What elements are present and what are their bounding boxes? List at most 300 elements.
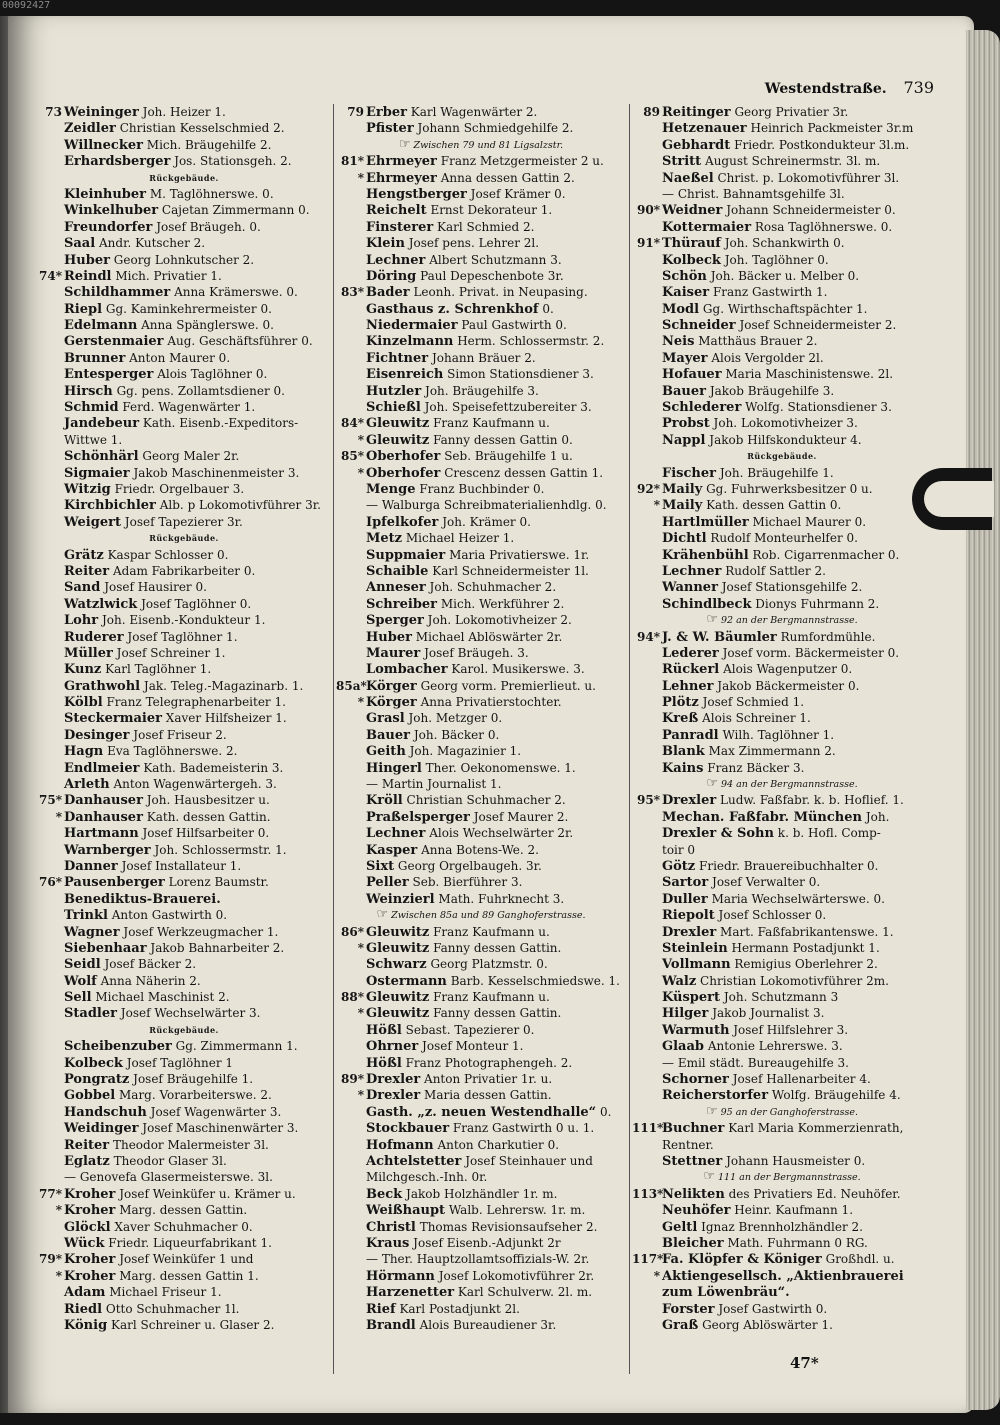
directory-entry: [34, 1071, 334, 1087]
resident-details: Anton Charkutier 0.: [437, 1137, 560, 1152]
resident-name: Grathwohl: [64, 678, 141, 694]
resident-name: Siebenhaar: [64, 940, 147, 956]
directory-entry: [632, 1251, 932, 1267]
directory-entry: [34, 481, 334, 497]
directory-entry: [34, 710, 334, 726]
resident-details: Josef Monteur 1.: [422, 1039, 524, 1054]
resident-name: Kottermaier: [662, 219, 752, 235]
house-number: 79*: [39, 1252, 62, 1267]
resident-name: Suppmaier: [366, 547, 446, 563]
resident-details: Georg Platzmstr. 0.: [430, 957, 548, 972]
directory-entry: [336, 661, 626, 677]
resident-name: Watzlwick: [64, 596, 138, 612]
resident-details: Theodor Glaser 3l.: [113, 1154, 227, 1168]
resident-details: Georg Orgelbaugeh. 3r.: [397, 858, 542, 873]
resident-name: Entesperger: [64, 367, 154, 383]
resident-name: Schönhärl: [64, 449, 139, 465]
resident-details: Eva Taglöhnerswe. 2.: [107, 744, 238, 759]
resident-name: Drexler: [662, 793, 717, 809]
pointing-hand-icon: ☞: [376, 907, 389, 923]
resident-name: Endlmeier: [64, 760, 140, 776]
directory-entry: [632, 989, 932, 1005]
resident-details: Josef Stationsgehilfe 2.: [721, 580, 863, 595]
resident-details: Hermann Postadjunkt 1.: [731, 940, 880, 955]
resident-name: Schön: [662, 268, 707, 284]
resident-name: Bauer: [366, 727, 410, 743]
resident-name: Naeßel: [662, 170, 714, 186]
resident-name: Stockbauer: [366, 1121, 450, 1137]
directory-entry: [632, 563, 932, 579]
directory-entry: [632, 924, 932, 940]
directory-entry: [34, 678, 334, 694]
column-right: [632, 104, 932, 1333]
resident-details: Anna Privatierstochter.: [420, 695, 562, 710]
resident-name: Kinzelmann: [366, 334, 454, 350]
resident-details: Josef Maurer 2.: [473, 809, 569, 824]
resident-name: Hingerl: [366, 760, 422, 776]
directory-entry: [632, 301, 932, 317]
resident-name: Kirchbichler: [64, 498, 156, 514]
resident-details: Ferd. Wagenwärter 1.: [122, 400, 256, 415]
resident-details: Karl Maria Kommerzienrath,: [728, 1121, 904, 1136]
resident-name: Hetzenauer: [662, 121, 747, 137]
resident-name: Probst: [662, 416, 710, 432]
directory-entry: [34, 760, 334, 776]
directory-entry: [632, 1071, 932, 1087]
resident-name: Küspert: [662, 990, 720, 1006]
resident-name: Kraus: [366, 1235, 410, 1251]
resident-details: Joh. Schutzmann 3: [723, 990, 839, 1005]
directory-entry: [34, 547, 334, 563]
directory-entry: [336, 792, 626, 808]
resident-details: Karl Schreiner u. Glaser 2.: [111, 1317, 275, 1332]
resident-details: Fanny dessen Gattin 0.: [433, 432, 573, 447]
directory-entry: [632, 465, 932, 481]
resident-name: Kleinhuber: [64, 186, 147, 202]
directory-entry: [336, 973, 626, 989]
directory-entry: [34, 1055, 334, 1071]
resident-details: Gg. Kaminkehrermeister 0.: [105, 301, 272, 316]
resident-details: Kath. dessen Gattin 0.: [706, 498, 842, 513]
directory-entry: [336, 760, 626, 776]
resident-details: Joh.: [865, 809, 890, 824]
directory-entry: [336, 694, 626, 710]
resident-details: Karl Postadjunkt 2l.: [399, 1301, 520, 1316]
resident-name: Weinzierl: [366, 891, 435, 907]
directory-entry: [34, 907, 334, 923]
resident-details: Mich. Werkführer 2.: [440, 596, 565, 611]
resident-details: Anton Wagenwärtergeh. 3.: [113, 777, 277, 792]
resident-details: Josef pens. Lehrer 2l.: [408, 236, 540, 251]
resident-name: Erhardsberger: [64, 154, 171, 170]
house-number: *: [55, 809, 62, 824]
resident-name: Gasth. „z. neuen Westendhalle“: [366, 1104, 597, 1120]
directory-entry: [336, 481, 626, 497]
directory-entry: [336, 1055, 626, 1071]
resident-name: Bader: [366, 285, 410, 301]
resident-details: Remigius Oberlehrer 2.: [734, 957, 878, 972]
entry-continuation: — Martin Journalist 1.: [366, 777, 502, 792]
resident-details: 0.: [542, 301, 554, 316]
resident-details: Franz Photographengeh. 2.: [405, 1055, 573, 1070]
directory-entry: [632, 1268, 932, 1284]
directory-entry: [336, 1071, 626, 1087]
directory-entry: [34, 596, 334, 612]
house-number: 85*: [341, 449, 364, 464]
directory-entry: [34, 1202, 334, 1218]
page-header: [765, 78, 934, 97]
resident-name: Ehrmeyer: [366, 154, 437, 170]
resident-details: Cajetan Zimmermann 0.: [161, 203, 310, 218]
directory-entry: [336, 596, 626, 612]
directory-entry: [336, 743, 626, 759]
house-number: *: [55, 1203, 62, 1218]
entry-continuation: Wittwe 1.: [64, 432, 123, 447]
resident-name: Neis: [662, 334, 695, 350]
rear-building-heading: Rückgebäude.: [747, 451, 817, 462]
signature-mark: 47*: [790, 1354, 819, 1372]
directory-entry: [34, 465, 334, 481]
resident-name: Maily: [662, 481, 703, 497]
resident-details: Math. Fuhrmann 0 RG.: [727, 1235, 868, 1250]
resident-details: Mich. Bräugehilfe 2.: [146, 137, 272, 152]
resident-details: Karl Schulverw. 2l. m.: [457, 1285, 593, 1300]
directory-entry: [34, 333, 334, 349]
directory-entry: [336, 219, 626, 235]
rear-building-heading: Rückgebäude.: [149, 172, 219, 183]
resident-name: Willnecker: [64, 137, 143, 153]
directory-entry: [34, 1137, 334, 1153]
resident-details: Jakob Bahnarbeiter 2.: [150, 940, 285, 955]
resident-details: Joh. Krämer 0.: [442, 514, 531, 529]
directory-entry: [336, 1038, 626, 1054]
directory-entry: [34, 1219, 334, 1235]
resident-details: Paul Depeschenbote 3r.: [420, 268, 564, 283]
resident-name: Ohrner: [366, 1039, 419, 1055]
directory-entry: [34, 874, 334, 890]
resident-name: Stettner: [662, 1154, 723, 1169]
resident-details: Karol. Musikerswe. 3.: [451, 662, 585, 677]
rear-building-heading: Rückgebäude.: [149, 533, 219, 544]
directory-entry: [632, 629, 932, 645]
resident-name: Gebhardt: [662, 137, 731, 153]
directory-entry: [34, 1120, 334, 1136]
resident-details: Maria Privatierswe. 1r.: [449, 547, 590, 562]
resident-name: Sixt: [366, 858, 395, 874]
resident-name: Schaible: [366, 563, 429, 579]
resident-name: Neuhöfer: [662, 1203, 731, 1219]
resident-name: Schneider: [662, 318, 736, 334]
resident-name: Körger: [366, 695, 417, 711]
note-text: 94 an der Bergmannstrasse.: [721, 779, 858, 791]
directory-entry: [336, 1235, 626, 1251]
resident-details: Ther. Oekonomenswe. 1.: [425, 760, 576, 775]
column-left: [34, 104, 334, 1333]
directory-entry: [34, 776, 334, 792]
house-number: *: [357, 465, 364, 480]
resident-details: Franz Bäcker 3.: [707, 760, 805, 775]
resident-details: Michael Maschinist 2.: [95, 990, 230, 1005]
resident-details: Math. Fuhrknecht 3.: [438, 891, 565, 906]
directory-entry: [34, 612, 334, 628]
resident-details: Alois Wechselwärter 2r.: [429, 826, 574, 841]
resident-name: Ipfelkofer: [366, 514, 439, 530]
directory-entry: [336, 170, 626, 186]
resident-details: Josef Tapezierer 3r.: [124, 514, 243, 529]
directory-entry: [336, 301, 626, 317]
resident-details: Anna Botens-We. 2.: [421, 842, 539, 857]
resident-name: Reicherstorfer: [662, 1088, 769, 1104]
resident-details: Christian Lokomotivführer 2m.: [700, 973, 889, 988]
directory-entry: [34, 891, 334, 907]
directory-entry: [632, 743, 932, 759]
directory-entry: [336, 235, 626, 251]
directory-entry: [34, 1153, 334, 1169]
directory-entry: [632, 497, 932, 513]
resident-name: Schießl: [366, 400, 421, 416]
resident-name: Lechner: [366, 252, 426, 268]
resident-details: Theodor Malermeister 3l.: [112, 1137, 269, 1152]
resident-name: Kröll: [366, 793, 403, 809]
directory-entry: [336, 547, 626, 563]
resident-name: Brandl: [366, 1317, 416, 1333]
directory-entry: [34, 1317, 334, 1333]
directory-entry: [336, 465, 626, 481]
directory-entry: [336, 678, 626, 694]
directory-entry: [34, 1104, 334, 1120]
resident-name: Mechan. Faßfabr. München: [662, 809, 862, 825]
resident-name: Huber: [64, 252, 110, 268]
directory-entry: [34, 514, 334, 530]
resident-details: Josef Schneidermeister 2.: [739, 318, 897, 333]
resident-details: Karl Schneidermeister 1l.: [432, 563, 589, 578]
house-number: *: [357, 1088, 364, 1103]
resident-details: Rob. Cigarrenmacher 0.: [752, 547, 900, 562]
directory-entry: [336, 1301, 626, 1317]
resident-name: Trinkl: [64, 908, 108, 924]
entry-continuation: Rentner.: [662, 1137, 714, 1152]
resident-name: Christl: [366, 1219, 416, 1235]
resident-details: Joh. Bräugehilfe 3.: [425, 383, 539, 398]
directory-entry: [34, 497, 334, 513]
directory-entry: [632, 547, 932, 563]
resident-details: M. Taglöhnerswe. 0.: [149, 186, 274, 201]
directory-entry: [336, 432, 626, 448]
resident-details: Großhdl. u.: [825, 1252, 895, 1267]
resident-details: Rosa Taglöhnerswe. 0.: [754, 219, 893, 234]
resident-details: Johann Hausmeister 0.: [726, 1154, 866, 1168]
resident-name: Anneser: [366, 580, 426, 596]
resident-details: Josef Eisenb.-Adjunkt 2r: [413, 1235, 561, 1250]
resident-name: Hößl: [366, 1022, 402, 1038]
resident-name: Edelmann: [64, 318, 138, 334]
directory-entry: [336, 858, 626, 874]
resident-details: Franz Telegraphenarbeiter 1.: [106, 695, 286, 710]
resident-details: Kaspar Schlosser 0.: [107, 547, 229, 562]
resident-name: Pausenberger: [64, 875, 165, 891]
resident-name: Kunz: [64, 662, 102, 678]
resident-details: Ignaz Brennholzhändler 2.: [701, 1219, 863, 1234]
directory-entry: [34, 973, 334, 989]
directory-entry: [336, 1202, 626, 1218]
directory-entry: [34, 1284, 334, 1300]
directory-entry: [336, 1284, 626, 1300]
resident-details: Joh. Lokomotivheizer 2.: [427, 613, 572, 628]
directory-entry: [632, 350, 932, 366]
directory-entry: [336, 399, 626, 415]
house-number: 92*: [637, 481, 660, 496]
resident-name: Benediktus-Brauerei.: [64, 891, 221, 907]
resident-details: Dionys Fuhrmann 2.: [755, 596, 880, 611]
directory-entry: [336, 284, 626, 300]
directory-entry: [336, 825, 626, 841]
resident-name: zum Löwenbräu“.: [662, 1285, 790, 1301]
resident-details: des Privatiers Ed. Neuhöfer.: [728, 1186, 901, 1201]
resident-details: Josef Hallenarbeiter 4.: [732, 1072, 871, 1087]
resident-name: Fichtner: [366, 350, 429, 366]
resident-name: Kroher: [64, 1268, 116, 1284]
resident-name: Schwarz: [366, 957, 427, 973]
resident-name: Handschuh: [64, 1104, 147, 1120]
resident-details: Joh. Lokomotivheizer 3.: [713, 416, 858, 431]
resident-name: Warmuth: [662, 1022, 730, 1038]
directory-entry: [632, 874, 932, 890]
resident-details: Joh. Speisefettzubereiter 3.: [424, 400, 592, 415]
resident-details: Mart. Faßfabrikantenswe. 1.: [720, 924, 894, 939]
directory-entry: [34, 252, 334, 268]
directory-entry: [34, 743, 334, 759]
directory-entry: [34, 137, 334, 153]
resident-details: Jakob Hilfskondukteur 4.: [709, 432, 862, 447]
resident-details: Georg Maler 2r.: [142, 449, 240, 464]
resident-name: Sperger: [366, 613, 424, 629]
resident-details: Anton Privatier 1r. u.: [424, 1072, 553, 1087]
directory-entry: [632, 202, 932, 218]
resident-details: Anna Näherin 2.: [100, 973, 201, 988]
resident-name: Kaiser: [662, 285, 710, 301]
resident-name: Hartlmüller: [662, 514, 749, 530]
directory-entry: [336, 1137, 626, 1153]
resident-details: Franz Metzgermeister 2 u.: [440, 154, 604, 169]
directory-entry: [632, 514, 932, 530]
note-text: Zwischen 85a und 89 Ganghoferstrasse.: [391, 910, 586, 922]
resident-name: Modl: [662, 301, 700, 317]
pointing-hand-icon: ☞: [706, 776, 719, 792]
entry-continuation: — Christ. Bahnamtsgehilfe 3l.: [662, 186, 845, 201]
resident-name: Hößl: [366, 1055, 402, 1071]
directory-entry: [34, 448, 334, 464]
directory-entry: [336, 202, 626, 218]
resident-details: Johann Schneidermeister 0.: [726, 203, 896, 218]
directory-entry: [632, 678, 932, 694]
resident-details: Josef Installateur 1.: [121, 858, 242, 873]
resident-name: Maurer: [366, 645, 421, 661]
resident-name: Hutzler: [366, 383, 422, 399]
directory-entry: [632, 956, 932, 972]
directory-entry: [336, 104, 626, 120]
directory-entry: [632, 1120, 932, 1136]
directory-entry: [336, 415, 626, 431]
resident-name: Nappl: [662, 432, 706, 448]
resident-name: Seidl: [64, 957, 101, 973]
house-number: 94*: [637, 629, 660, 644]
resident-details: Franz Kaufmann u.: [433, 416, 550, 431]
resident-name: Arleth: [64, 777, 110, 793]
resident-details: Josef Friseur 2.: [133, 727, 227, 742]
directory-entry: [632, 252, 932, 268]
directory-entry: [34, 792, 334, 808]
house-number: 88*: [341, 990, 364, 1005]
resident-details: Georg Ablöswärter 1.: [702, 1317, 833, 1332]
resident-name: Schindlbeck: [662, 596, 752, 612]
pointing-hand-icon: ☞: [398, 136, 411, 152]
entry-continuation: — Walburga Schreibmaterialienhdlg. 0.: [366, 498, 607, 513]
resident-name: Gleuwitz: [366, 990, 430, 1006]
resident-name: Riepolt: [662, 908, 715, 924]
directory-entry: [632, 104, 932, 120]
resident-details: Rudolf Sattler 2.: [725, 563, 826, 578]
cross-reference-note: [336, 907, 626, 923]
directory-entry: [632, 973, 932, 989]
resident-name: Schildhammer: [64, 285, 171, 301]
directory-entry: [34, 579, 334, 595]
resident-name: Steinlein: [662, 940, 728, 956]
resident-details: Karl Taglöhner 1.: [105, 662, 212, 677]
resident-details: Kath. dessen Gattin.: [146, 809, 271, 824]
directory-entry: [336, 333, 626, 349]
directory-entry: [336, 1186, 626, 1202]
resident-name: Harzenetter: [366, 1285, 455, 1301]
resident-name: Fischer: [662, 465, 716, 481]
directory-entry: [336, 1317, 626, 1333]
directory-entry: [632, 760, 932, 776]
directory-entry: [632, 579, 932, 595]
directory-entry: [34, 1251, 334, 1267]
resident-name: Hofauer: [662, 367, 722, 383]
resident-name: Huber: [366, 629, 412, 645]
directory-entry: [632, 1202, 932, 1218]
directory-entry: [336, 874, 626, 890]
scan-id: 00092427: [2, 0, 51, 11]
resident-details: Josef Bräugeh. 3.: [424, 645, 529, 660]
resident-details: Georg vorm. Premierlieut. u.: [420, 678, 596, 693]
resident-details: Rumfordmühle.: [780, 629, 876, 644]
note-text: 95 an der Ganghoferstrasse.: [720, 1106, 859, 1118]
resident-name: Warnberger: [64, 842, 151, 858]
resident-name: J. & W. Bäumler: [662, 629, 777, 645]
directory-entry: [632, 661, 932, 677]
resident-name: Wück: [64, 1235, 105, 1251]
resident-details: Alois Wagenputzer 0.: [723, 662, 853, 677]
resident-name: Oberhofer: [366, 465, 441, 481]
resident-details: Seb. Bierführer 3.: [412, 875, 523, 890]
directory-entry: [632, 1219, 932, 1235]
resident-name: Forster: [662, 1301, 715, 1317]
directory-entry: [336, 383, 626, 399]
resident-name: Brunner: [64, 350, 126, 366]
resident-name: Lechner: [366, 826, 426, 842]
directory-entry: [34, 366, 334, 382]
resident-details: Joh. Bräugehilfe 1.: [719, 465, 834, 480]
directory-entry: [336, 579, 626, 595]
directory-entry: [336, 563, 626, 579]
pointing-hand-icon: ☞: [706, 612, 719, 628]
resident-details: Barb. Kesselschmiedswe. 1.: [450, 973, 620, 988]
resident-name: Maily: [662, 498, 703, 514]
resident-details: Sebast. Tapezierer 0.: [405, 1022, 535, 1037]
resident-name: Steckermaier: [64, 711, 162, 727]
resident-name: Reindl: [64, 268, 112, 284]
